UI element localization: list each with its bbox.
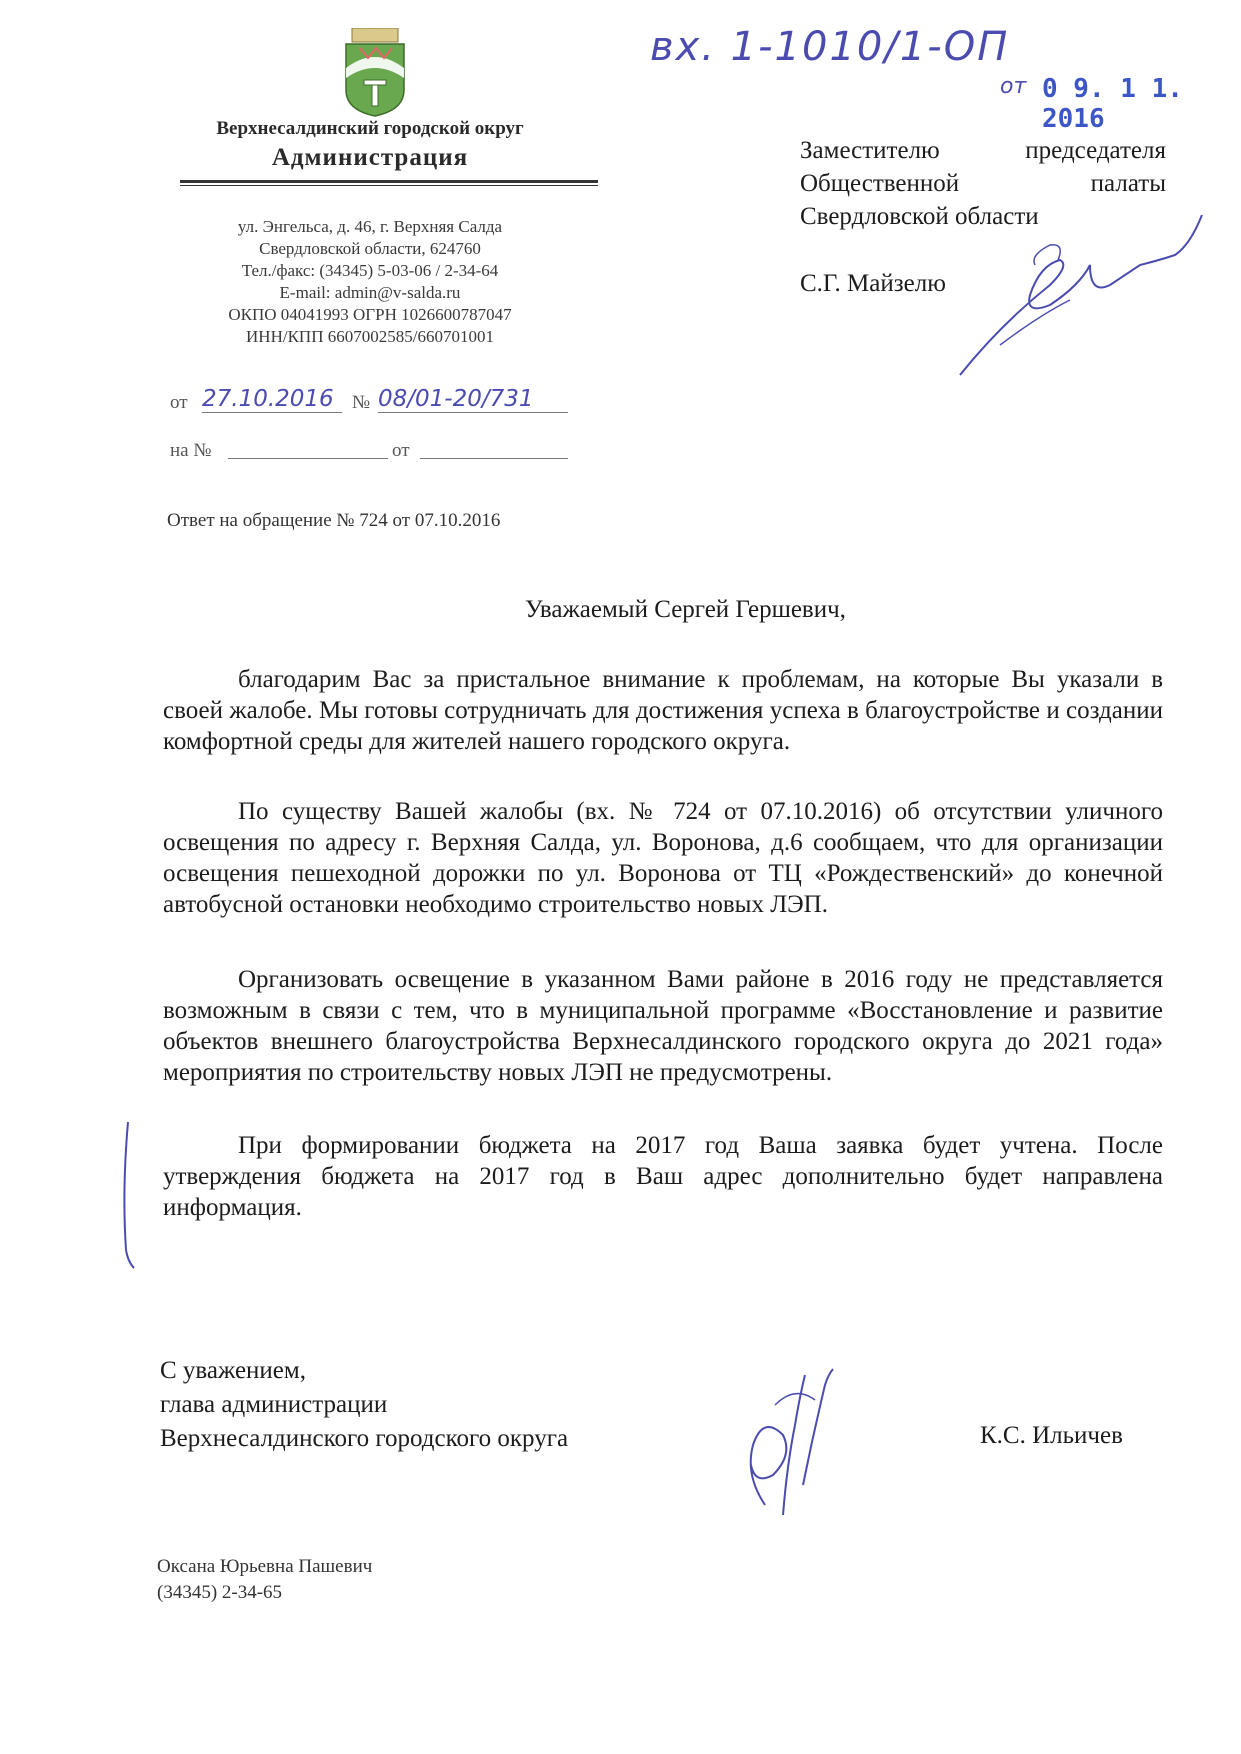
stamp-date-prefix: от xyxy=(1000,74,1027,99)
coat-of-arms-icon xyxy=(340,28,410,118)
coat-of-arms-emblem xyxy=(340,28,410,118)
recipient-name: С.Г. Майзелю xyxy=(800,270,946,297)
body-paragraph: По существу Вашей жалобы (вх. № 724 от 07.10.2016) об отсутствии уличного освещения по адресу г. Верхняя Салда, ул. Воронова, д.6 сообщаем, что для организации освещения пешеходной дорожки по ул. Воронова от ТЦ «Рождественский» до конечной автобусной остановки необходимо строительство новых ЛЭП. xyxy=(163,798,1163,918)
salutation: Уважаемый Сергей Гершевич, xyxy=(525,596,846,623)
closing-line: глава администрации xyxy=(160,1391,388,1418)
reference-row xyxy=(170,440,570,466)
executor-block xyxy=(157,1554,372,1606)
address-line: Свердловской области, 624760 xyxy=(259,239,481,258)
margin-ink-mark xyxy=(118,1120,138,1270)
header-divider xyxy=(180,180,598,186)
subject-line: Ответ на обращение № 724 от 07.10.2016 xyxy=(167,510,501,531)
recipient-line-part: палаты xyxy=(1090,170,1166,197)
handwritten-signature-icon xyxy=(940,205,1210,385)
executor-name: Оксана Юрьевна Пашевич xyxy=(157,1556,373,1577)
body-paragraph: благодарим Вас за пристальное внимание к проблемам, на которые Вы указали в своей жалобе. Мы готовы сотрудничать для достижения успеха в благоустройстве и создании комфортной среды для жителей нашего городского округа. xyxy=(163,666,1163,755)
ref-date-line xyxy=(420,458,568,459)
number-prefix: № xyxy=(352,392,371,413)
okpo-line: ОКПО 04041993 ОГРН 1026600787047 xyxy=(228,305,512,324)
executor-phone: (34345) 2-34-65 xyxy=(157,1582,283,1603)
closing-line: С уважением, xyxy=(160,1357,306,1384)
stamp-date: 0 9. 1 1. 2016 xyxy=(1042,74,1183,134)
outgoing-date-row xyxy=(170,386,570,420)
inn-line: ИНН/КПП 6607002585/660701001 xyxy=(246,327,494,346)
phone-line: Тел./факс: (34345) 5-03-06 / 2-34-64 xyxy=(241,261,499,280)
number-value: 08/01-20/731 xyxy=(378,386,568,413)
recipient-line xyxy=(800,134,1166,167)
signer-name: К.С. Ильичев xyxy=(980,1422,1123,1449)
handwritten-signature-icon xyxy=(725,1365,835,1515)
body-paragraph: Организовать освещение в указанном Вами районе в 2016 году не представляется возможным в связи с тем, что в муниципальной программе «Восстановление и развитие объектов внешнего благоустройства Верхнесалдинского городского округа до 2021 года» мероприятия по строительству новых ЛЭП не предусмотрены. xyxy=(163,966,1163,1086)
recipient-line-part: председателя xyxy=(1025,137,1166,164)
address-block xyxy=(170,216,570,348)
closing-block xyxy=(160,1354,568,1456)
recipient-line-part: Заместителю xyxy=(800,137,940,164)
date-prefix: от xyxy=(170,392,188,413)
ref-number-line xyxy=(228,458,388,459)
recipient-line xyxy=(800,167,1166,200)
body-paragraph: При формировании бюджета на 2017 год Ваша заявка будет учтена. После утверждения бюджета на 2017 год в Ваш адрес дополнительно будет направлена информация. xyxy=(163,1132,1163,1221)
closing-line: Верхнесалдинского городского округа xyxy=(160,1425,569,1452)
incoming-handwritten-note: вх. 1-1010/1-ОП xyxy=(650,24,1010,70)
address-line: ул. Энгельса, д. 46, г. Верхняя Салда xyxy=(237,217,503,236)
recipient-line-part: Общественной xyxy=(800,170,960,197)
resolution-signature xyxy=(940,205,1210,385)
recipient-line: Свердловской области xyxy=(800,203,1039,230)
ref-label: на № xyxy=(170,440,212,461)
date-value: 27.10.2016 xyxy=(202,386,342,413)
org-name: Верхнесалдинский городской округ xyxy=(216,118,524,139)
email-line: E-mail: admin@v-salda.ru xyxy=(279,283,461,302)
ref-from-label: от xyxy=(392,440,410,461)
dept-name: Администрация xyxy=(271,144,469,171)
margin-line-icon xyxy=(118,1120,138,1270)
head-signature xyxy=(725,1365,835,1515)
